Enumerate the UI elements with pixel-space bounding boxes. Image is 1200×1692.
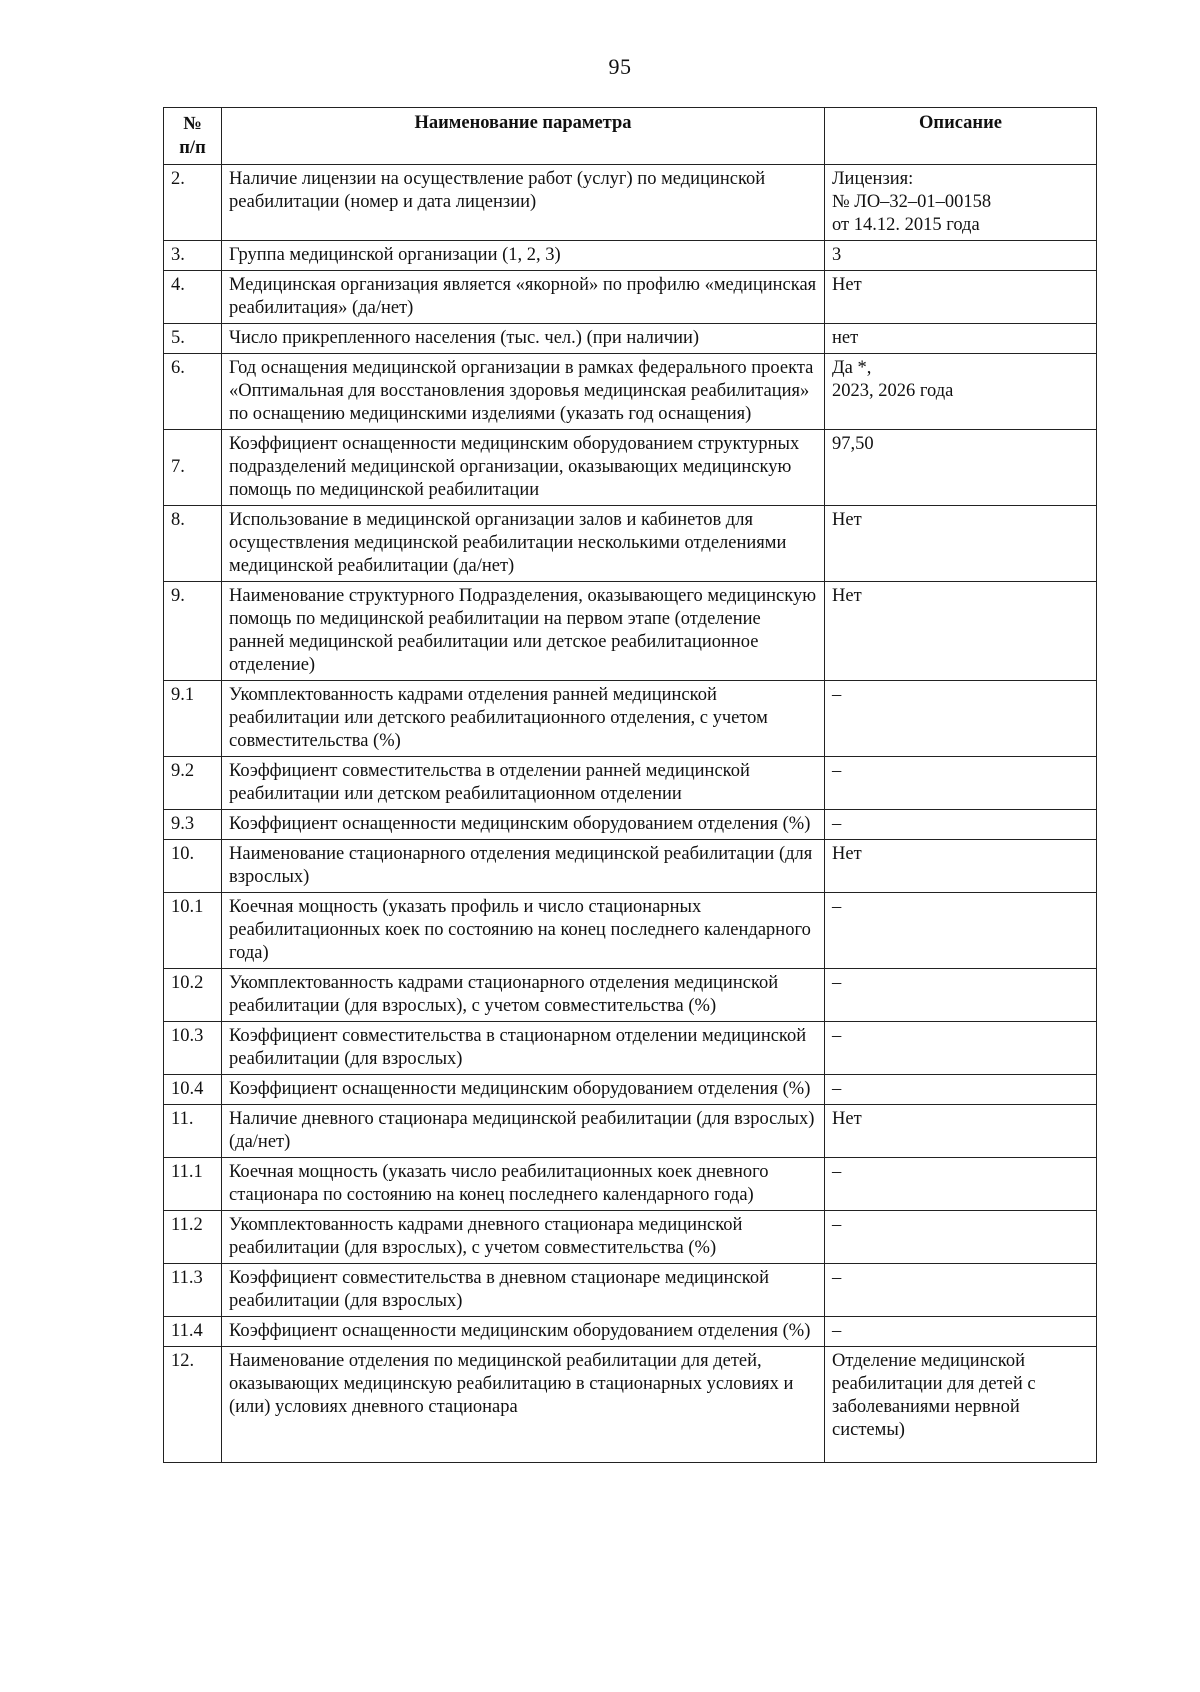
parameter-description: Нет xyxy=(825,582,1097,681)
row-number: 9. xyxy=(164,582,222,681)
row-number: 11.2 xyxy=(164,1211,222,1264)
table-row xyxy=(164,1317,1097,1347)
table-row xyxy=(164,757,1097,810)
row-number: 11. xyxy=(164,1105,222,1158)
table-row xyxy=(164,1158,1097,1211)
table-row xyxy=(164,1075,1097,1105)
table-row xyxy=(164,1022,1097,1075)
parameter-description: – xyxy=(825,1211,1097,1264)
parameter-name: Наименование стационарного отделения медицинской реабилитации (для взрослых) xyxy=(222,840,825,893)
parameter-name: Коечная мощность (указать число реабилитационных коек дневного стационара по состоянию на конец последнего календарного года) xyxy=(222,1158,825,1211)
row-number: 10.2 xyxy=(164,969,222,1022)
row-number: 3. xyxy=(164,241,222,271)
header-description: Описание xyxy=(825,108,1097,165)
parameter-name: Год оснащения медицинской организации в рамках федерального проекта «Оптимальная для восстановления здоровья медицинская реабилитация» по оснащению медицинскими изделиями (указать год оснащения) xyxy=(222,354,825,430)
parameter-name: Группа медицинской организации (1, 2, 3) xyxy=(222,241,825,271)
row-number: 10.3 xyxy=(164,1022,222,1075)
table-row xyxy=(164,969,1097,1022)
parameter-name: Коэффициент совместительства в стационарном отделении медицинской реабилитации (для взрослых) xyxy=(222,1022,825,1075)
row-number: 5. xyxy=(164,324,222,354)
row-number: 6. xyxy=(164,354,222,430)
parameters-table xyxy=(163,107,1097,1463)
table-row xyxy=(164,582,1097,681)
row-number: 9.3 xyxy=(164,810,222,840)
row-number: 9.1 xyxy=(164,681,222,757)
row-number: 12. xyxy=(164,1347,222,1463)
parameter-name: Укомплектованность кадрами дневного стационара медицинской реабилитации (для взрослых), с учетом совместительства (%) xyxy=(222,1211,825,1264)
parameter-name: Медицинская организация является «якорной» по профилю «медицинская реабилитация» (да/нет) xyxy=(222,271,825,324)
table-row xyxy=(164,1347,1097,1463)
header-number: № п/п xyxy=(164,108,222,165)
parameter-description: Нет xyxy=(825,840,1097,893)
parameter-description: 3 xyxy=(825,241,1097,271)
parameter-name: Наименование структурного Подразделения, оказывающего медицинскую помощь по медицинской реабилитации на первом этапе (отделение ранней медицинской реабилитации или детское реабилитационное отделение) xyxy=(222,582,825,681)
parameter-description: – xyxy=(825,1022,1097,1075)
parameter-description: Отделение медицинской реабилитации для детей с заболеваниями нервной системы) xyxy=(825,1347,1097,1463)
row-number: 11.3 xyxy=(164,1264,222,1317)
parameter-name: Коэффициент оснащенности медицинским оборудованием отделения (%) xyxy=(222,810,825,840)
parameter-name: Коэффициент совместительства в отделении ранней медицинской реабилитации или детском реабилитационном отделении xyxy=(222,757,825,810)
table-row xyxy=(164,271,1097,324)
parameter-name: Укомплектованность кадрами отделения ранней медицинской реабилитации или детского реабилитационного отделения, с учетом совместительства (%) xyxy=(222,681,825,757)
parameter-description: Лицензия: № ЛО–32–01–00158 от 14.12. 2015 года xyxy=(825,165,1097,241)
parameter-description: Нет xyxy=(825,506,1097,582)
parameter-description: – xyxy=(825,681,1097,757)
parameter-description: – xyxy=(825,1158,1097,1211)
parameter-description: 97,50 xyxy=(825,430,1097,506)
row-number: 7. xyxy=(164,430,222,506)
parameter-description: – xyxy=(825,1317,1097,1347)
parameter-description: – xyxy=(825,757,1097,810)
parameter-name: Коэффициент оснащенности медицинским оборудованием отделения (%) xyxy=(222,1317,825,1347)
parameter-name: Число прикрепленного населения (тыс. чел.) (при наличии) xyxy=(222,324,825,354)
table-row xyxy=(164,430,1097,506)
table-row xyxy=(164,354,1097,430)
parameter-name: Использование в медицинской организации залов и кабинетов для осуществления медицинской реабилитации несколькими отделениями медицинской реабилитации (да/нет) xyxy=(222,506,825,582)
table-row xyxy=(164,506,1097,582)
row-number: 11.4 xyxy=(164,1317,222,1347)
table-row xyxy=(164,324,1097,354)
parameter-name: Укомплектованность кадрами стационарного отделения медицинской реабилитации (для взрослых), с учетом совместительства (%) xyxy=(222,969,825,1022)
parameter-description: – xyxy=(825,1075,1097,1105)
parameter-name: Коэффициент оснащенности медицинским оборудованием структурных подразделений медицинской организации, оказывающих медицинскую помощь по медицинской реабилитации xyxy=(222,430,825,506)
row-number: 11.1 xyxy=(164,1158,222,1211)
parameter-name: Наличие дневного стационара медицинской реабилитации (для взрослых) (да/нет) xyxy=(222,1105,825,1158)
parameter-name: Коечная мощность (указать профиль и число стационарных реабилитационных коек по состоянию на конец последнего календарного года) xyxy=(222,893,825,969)
row-number: 8. xyxy=(164,506,222,582)
header-parameter-name: Наименование параметра xyxy=(222,108,825,165)
table-row xyxy=(164,1264,1097,1317)
table-row xyxy=(164,840,1097,893)
parameter-description: – xyxy=(825,893,1097,969)
table-row xyxy=(164,241,1097,271)
parameter-description: – xyxy=(825,810,1097,840)
table-row xyxy=(164,165,1097,241)
table-row xyxy=(164,1211,1097,1264)
row-number: 9.2 xyxy=(164,757,222,810)
parameter-description: – xyxy=(825,1264,1097,1317)
parameter-name: Коэффициент совместительства в дневном стационаре медицинской реабилитации (для взрослых) xyxy=(222,1264,825,1317)
parameter-description: – xyxy=(825,969,1097,1022)
row-number: 10.1 xyxy=(164,893,222,969)
parameter-name: Наименование отделения по медицинской реабилитации для детей, оказывающих медицинскую реабилитацию в стационарных условиях и (или) условиях дневного стационара xyxy=(222,1347,825,1463)
table-body xyxy=(164,165,1097,1463)
row-number: 10.4 xyxy=(164,1075,222,1105)
parameter-description: нет xyxy=(825,324,1097,354)
table-row xyxy=(164,681,1097,757)
table-row xyxy=(164,810,1097,840)
row-number: 4. xyxy=(164,271,222,324)
table-row xyxy=(164,893,1097,969)
parameter-name: Коэффициент оснащенности медицинским оборудованием отделения (%) xyxy=(222,1075,825,1105)
table-header-row xyxy=(164,108,1097,165)
row-number: 10. xyxy=(164,840,222,893)
parameter-description: Нет xyxy=(825,1105,1097,1158)
parameter-name: Наличие лицензии на осуществление работ (услуг) по медицинской реабилитации (номер и дата лицензии) xyxy=(222,165,825,241)
row-number: 2. xyxy=(164,165,222,241)
parameter-description: Нет xyxy=(825,271,1097,324)
table-row xyxy=(164,1105,1097,1158)
parameter-description: Да *, 2023, 2026 года xyxy=(825,354,1097,430)
page-number: 95 xyxy=(608,54,632,79)
